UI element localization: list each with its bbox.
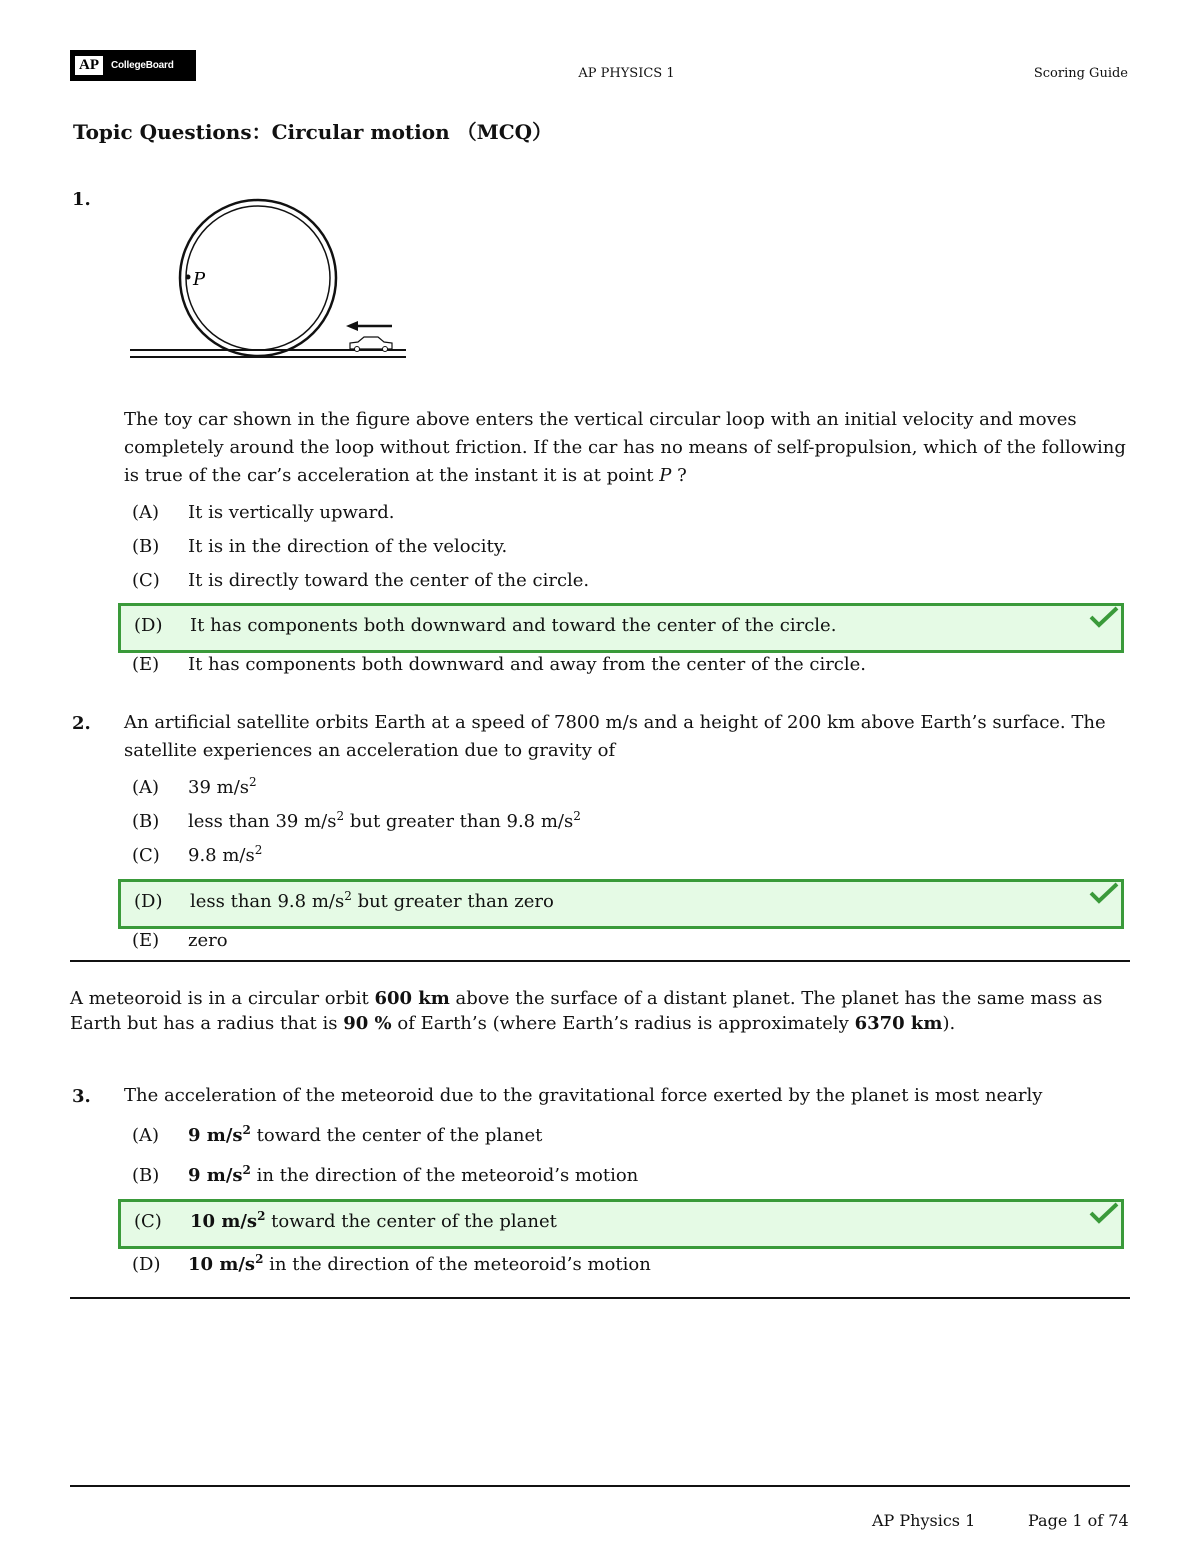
option-text: It has components both downward and toward the center of the circle. — [190, 615, 837, 636]
option-sup: 2 — [242, 1123, 251, 1137]
option-value: 9 m/s — [188, 1165, 243, 1186]
passage-value: 6370 km — [854, 1013, 943, 1034]
question-2-number: 2. — [72, 713, 91, 734]
passage-value: 600 km — [374, 988, 450, 1009]
option-text: less than 9.8 m/s — [190, 891, 345, 912]
question-1-number: 1. — [72, 189, 91, 210]
option-text: less than 39 m/s — [188, 811, 337, 832]
option-sup: 2 — [344, 889, 352, 903]
option-label: (A) — [132, 1125, 160, 1146]
option-text: toward the center of the planet — [250, 1125, 543, 1146]
check-icon — [1089, 1202, 1119, 1224]
loop-figure — [126, 192, 416, 364]
option-label: (C) — [134, 1211, 162, 1232]
car-wheel-front — [383, 347, 388, 352]
option-label: (D) — [132, 1254, 161, 1275]
q2-option-d-correct[interactable] — [118, 879, 1124, 929]
option-text: zero — [188, 930, 228, 951]
passage-value: 90 % — [343, 1013, 392, 1034]
logo-ap: AP — [75, 56, 103, 75]
option-text: It is vertically upward. — [188, 502, 395, 523]
question-3-number: 3. — [72, 1086, 91, 1107]
q2-option-b[interactable] — [124, 805, 581, 839]
footer-rule — [70, 1485, 1130, 1487]
option-text: It is in the direction of the velocity. — [188, 536, 508, 557]
option-sup: 2 — [336, 809, 345, 823]
point-p-dot — [186, 275, 191, 280]
logo-collegeboard: CollegeBoard — [111, 60, 174, 71]
velocity-arrow-head — [346, 321, 358, 331]
q1-option-d-correct[interactable] — [118, 603, 1124, 653]
header-course: AP PHYSICS 1 — [578, 66, 675, 81]
option-text: in the direction of the meteoroid’s motion — [250, 1165, 639, 1186]
option-label: (A) — [132, 777, 160, 798]
option-sup: 2 — [257, 1209, 266, 1223]
q2-option-a[interactable] — [124, 771, 257, 805]
option-text: but greater than zero — [351, 891, 554, 912]
question-2-text: An artificial satellite orbits Earth at a speed of 7800 m/s and a height of 200 km above Earth’s surface. The satellite experiences an acceleration due to gravity of — [124, 712, 1106, 761]
point-p-label: P — [193, 269, 206, 290]
option-sup: 2 — [573, 809, 581, 823]
page-number: Page 1 of 74 — [1028, 1511, 1129, 1530]
q3-option-d[interactable] — [124, 1248, 651, 1282]
q2-option-e[interactable] — [124, 924, 228, 958]
q1-option-a[interactable] — [124, 496, 395, 530]
passage-text: above the surface of a distant planet. The planet has the same mass as Earth but has a radius that is — [70, 988, 1103, 1034]
q2-option-c[interactable] — [124, 839, 262, 873]
q1-option-e[interactable] — [124, 648, 866, 682]
footer-course: AP Physics 1 — [872, 1511, 976, 1530]
option-text: toward the center of the planet — [265, 1211, 557, 1232]
option-value: 9 m/s — [188, 1125, 243, 1146]
option-label: (E) — [132, 930, 160, 951]
point-p-ref: P — [659, 465, 672, 486]
option-sup: 2 — [242, 1163, 251, 1177]
q3-option-a[interactable] — [124, 1119, 542, 1153]
divider — [70, 1297, 1130, 1299]
car-wheel-rear — [355, 347, 360, 352]
option-sup: 2 — [249, 775, 257, 789]
option-text: 9.8 m/s — [188, 845, 255, 866]
passage-text: of Earth’s (where Earth’s radius is approximately — [391, 1013, 855, 1034]
option-label: (C) — [132, 845, 160, 866]
option-text: but greater than 9.8 m/s — [344, 811, 574, 832]
meteoroid-passage — [70, 986, 1134, 1036]
check-icon — [1089, 882, 1119, 904]
option-label: (B) — [132, 1165, 160, 1186]
option-text: It is directly toward the center of the circle. — [188, 570, 590, 591]
question-1-text: The toy car shown in the figure above enters the vertical circular loop with an initial velocity and moves completely around the loop without friction. If the car has no means of self-propulsion, which of the following is true of the car’s acceleration at the instant it is at point P ? — [124, 409, 1126, 486]
check-icon — [1089, 606, 1119, 628]
option-text: It has components both downward and away from the center of the circle. — [188, 654, 867, 675]
q3-option-c-correct[interactable] — [118, 1199, 1124, 1249]
option-value: 10 m/s — [190, 1211, 258, 1232]
option-text: 39 m/s — [188, 777, 249, 798]
option-label: (D) — [134, 615, 163, 636]
option-sup: 2 — [254, 843, 263, 857]
page-title: Topic Questions：Circular motion （MCQ） — [73, 120, 553, 144]
question-3-text: The acceleration of the meteoroid due to the gravitational force exerted by the planet is most nearly — [124, 1085, 1043, 1106]
option-value: 10 m/s — [188, 1254, 256, 1275]
option-text: in the direction of the meteoroid’s motion — [263, 1254, 651, 1275]
header-guide: Scoring Guide — [1033, 66, 1128, 81]
option-label: (E) — [132, 654, 160, 675]
option-label: (A) — [132, 502, 160, 523]
option-sup: 2 — [255, 1252, 264, 1266]
option-label: (B) — [132, 536, 160, 557]
loop-inner — [186, 206, 330, 350]
q3-option-b[interactable] — [124, 1159, 638, 1193]
q1-option-c[interactable] — [124, 564, 589, 598]
passage-text: A meteoroid is in a circular orbit — [70, 988, 375, 1009]
divider — [70, 960, 1130, 962]
passage-text: ). — [942, 1013, 956, 1034]
q1-option-b[interactable] — [124, 530, 507, 564]
option-label: (D) — [134, 891, 163, 912]
option-label: (B) — [132, 811, 160, 832]
option-label: (C) — [132, 570, 160, 591]
